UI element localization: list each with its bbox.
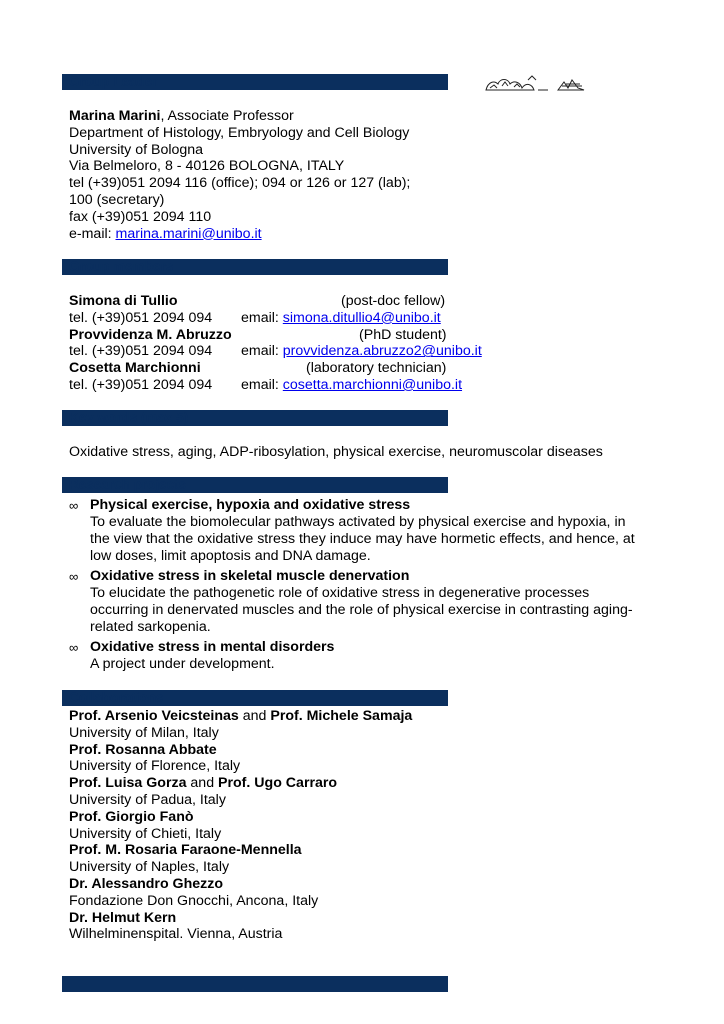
group-leader-info [69, 108, 410, 242]
collaborator-affiliation: University of Chieti, Italy [69, 825, 222, 842]
collaborator-and: and [238, 708, 271, 724]
collaborator-name: Prof. M. Rosaria Faraone-Mennella [69, 842, 302, 859]
leader-name: Marina Marini [69, 108, 161, 124]
collaborator-name: Prof. Rosanna Abbate [69, 741, 217, 758]
member-tel: tel. (+39)051 2094 094 [69, 376, 213, 393]
member-contact-row [69, 377, 509, 394]
infinity-bullet-icon: ∞ [69, 640, 79, 655]
collaborator-name: Dr. Helmut Kern [69, 909, 177, 926]
leader-name-line [69, 108, 410, 125]
member-email-link[interactable]: provvidenza.abruzzo2@unibo.it [282, 343, 482, 360]
member-tel: tel. (+39)051 2094 094 [69, 309, 213, 326]
collaborator-names [69, 742, 412, 759]
member-email-link[interactable]: cosetta.marchionni@unibo.it [282, 376, 463, 393]
leader-department: Department of Histology, Embryology and Cell Biology [69, 124, 410, 141]
section-header-keywords: Key words (max 5) [62, 410, 448, 426]
member-contact-row [69, 310, 509, 327]
collaborator-name: Prof. Luisa Gorza [69, 775, 187, 792]
project-description: A project under development. [90, 656, 275, 672]
leader-address: Via Belmeloro, 8 - 40126 BOLOGNA, ITALY [69, 158, 345, 175]
member-name: Provvidenza M. Abruzzo [69, 326, 232, 343]
section-header-collaborations: Collaborations [62, 690, 448, 706]
member-email-label: email: [241, 309, 283, 326]
member-role: (post-doc fellow) [341, 293, 446, 309]
section-header-group-members: Group members [62, 259, 448, 275]
member-role: (PhD student) [359, 326, 447, 343]
collaborator-name: Prof. Michele Samaja [270, 708, 413, 724]
collaborator-and: and [186, 775, 219, 792]
member-email-line [241, 343, 482, 360]
member-email-label: email: [241, 376, 283, 393]
member-email-line [241, 310, 441, 327]
project-item [69, 639, 649, 673]
collaborator-affiliation: University of Florence, Italy [69, 758, 241, 775]
section-header-research-projects: Research projects [62, 477, 448, 493]
member-email-line [241, 377, 462, 394]
project-title: Oxidative stress in skeletal muscle denervation [90, 568, 410, 584]
collaborator-names [69, 775, 412, 792]
collaborator-names [69, 910, 412, 927]
member-name-row [69, 293, 509, 310]
member-name-row [69, 327, 509, 344]
member-role: (laboratory technician) [306, 360, 447, 377]
project-title: Physical exercise, hypoxia and oxidative stress [90, 497, 411, 513]
keywords-text: Oxidative stress, aging, ADP-ribosylation, physical exercise, neuromuscolar diseases [69, 444, 603, 460]
collaborator-affiliation: University of Padua, Italy [69, 791, 226, 808]
member-name-row [69, 360, 509, 377]
section-header-group-leader: Group Leader [62, 74, 448, 90]
collaborator-names [69, 876, 412, 893]
infinity-bullet-icon: ∞ [69, 569, 79, 584]
leader-tel: tel (+39)051 2094 116 (office); 094 or 126 or 127 (lab); [69, 175, 411, 192]
collaborator-name: Dr. Alessandro Ghezzo [69, 875, 223, 892]
project-item [69, 497, 649, 565]
collaborator-affiliation: University of Milan, Italy [69, 724, 219, 741]
collaborator-affiliation: University of Naples, Italy [69, 859, 230, 876]
leader-email-label: e-mail: [69, 225, 116, 242]
collaborator-name: Prof. Ugo Carraro [218, 775, 338, 792]
project-title: Oxidative stress in mental disorders [90, 639, 335, 655]
member-tel: tel. (+39)051 2094 094 [69, 343, 213, 360]
leader-email-line [69, 226, 410, 243]
member-name: Cosetta Marchionni [69, 360, 201, 377]
project-description: To evaluate the biomolecular pathways activated by physical exercise and hypoxia, in the view that the oxidative stress they induce may have hormetic effects, and hence, at low doses, limit apoptosis and DNA damage. [90, 514, 635, 564]
leader-title: , Associate Professor [160, 108, 294, 124]
collaborator-names [69, 809, 412, 826]
leader-email-link[interactable]: marina.marini@unibo.it [115, 225, 262, 242]
collaborator-name: Prof. Giorgio Fanò [69, 808, 194, 825]
footer-bar [62, 976, 448, 992]
leader-fax: fax (+39)051 2094 110 [69, 208, 212, 225]
infinity-bullet-icon: ∞ [69, 498, 79, 513]
member-name: Simona di Tullio [69, 293, 178, 309]
project-item [69, 568, 649, 636]
collaborator-affiliation: Wilhelminenspital. Vienna, Austria [69, 926, 283, 943]
collaborator-names [69, 842, 412, 859]
leader-university: University of Bologna [69, 141, 204, 158]
leader-tel-secretary: 100 (secretary) [69, 191, 165, 208]
collaborator-names [69, 708, 412, 725]
group-members-list [69, 293, 509, 394]
member-email-link[interactable]: simona.ditullio4@unibo.it [282, 309, 441, 326]
research-projects-list [69, 497, 649, 676]
logo-sketch-icon [484, 74, 590, 94]
member-contact-row [69, 343, 509, 360]
project-description: To elucidate the pathogenetic role of oxidative stress in degenerative processes occurring in denervated muscles and the role of physical exercise in contrasting aging-related sarkopenia. [90, 585, 633, 635]
collaborator-name: Prof. Arsenio Veicsteinas [69, 708, 239, 724]
collaborator-affiliation: Fondazione Don Gnocchi, Ancona, Italy [69, 892, 319, 909]
collaborations-list [69, 708, 412, 943]
member-email-label: email: [241, 343, 283, 360]
